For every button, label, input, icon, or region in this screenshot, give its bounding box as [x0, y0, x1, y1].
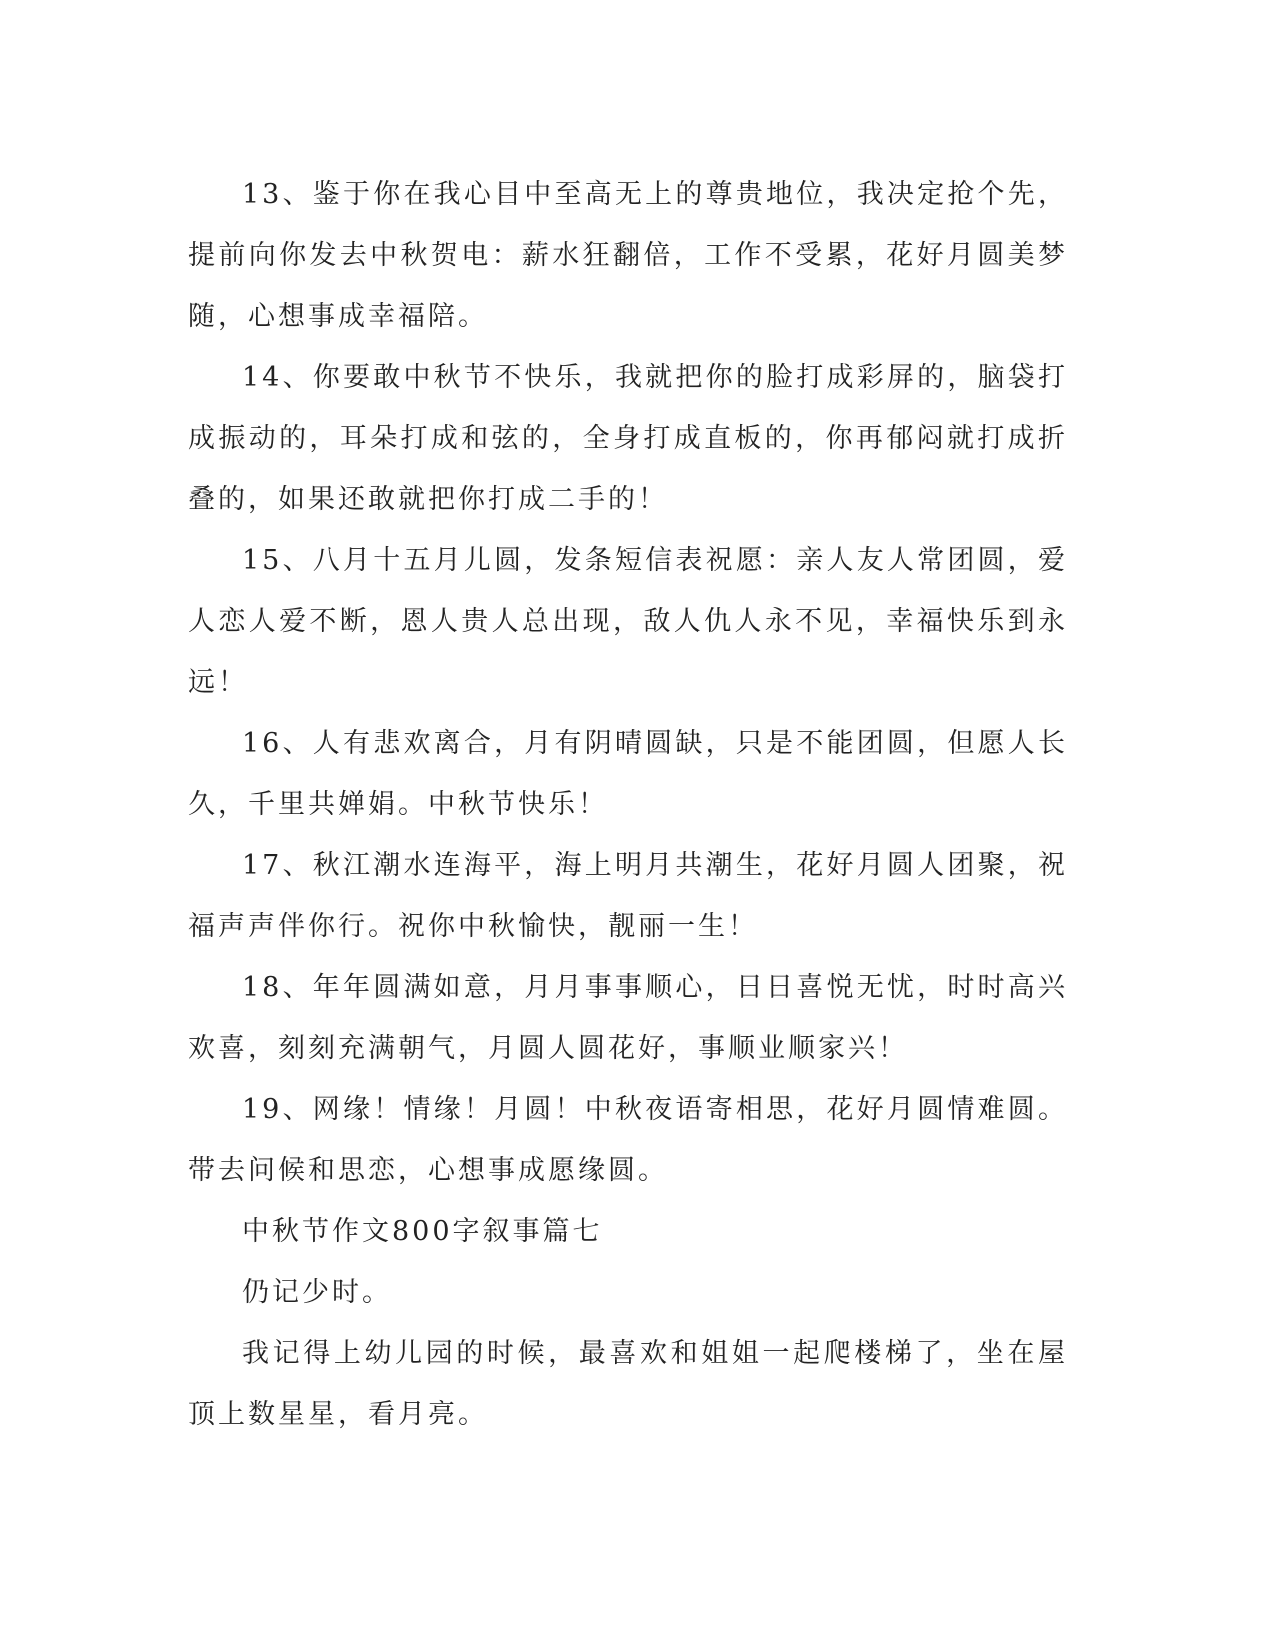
- paragraph-16: 16、人有悲欢离合，月有阴晴圆缺，只是不能团圆，但愿人长久，千里共婵娟。中秋节快乐！: [188, 728, 1068, 820]
- paragraph-13: 13、鉴于你在我心目中至高无上的尊贵地位，我决定抢个先，提前向你发去中秋贺电：薪水狂翻倍，工作不受累，花好月圆美梦随，心想事成幸福陪。: [188, 179, 1068, 332]
- paragraph-15: 15、八月十五月儿圆，发条短信表祝愿：亲人友人常团圆，爱人恋人爱不断，恩人贵人总出现，敌人仇人永不见，幸福快乐到永远！: [188, 545, 1068, 698]
- paragraph-14: 14、你要敢中秋节不快乐，我就把你的脸打成彩屏的，脑袋打成振动的，耳朵打成和弦的，全身打成直板的，你再郁闷就打成折叠的，如果还敢就把你打成二手的！: [188, 362, 1068, 515]
- paragraph-17: 17、秋江潮水连海平，海上明月共潮生，花好月圆人团聚，祝福声声伴你行。祝你中秋愉快，靓丽一生！: [188, 850, 1068, 942]
- paragraph-19: 19、网缘！情缘！月圆！中秋夜语寄相思，花好月圆情难圆。带去问候和思恋，心想事成愿缘圆。: [188, 1094, 1068, 1186]
- document-body: [188, 164, 1068, 1445]
- paragraph-memory: 我记得上幼儿园的时候，最喜欢和姐姐一起爬楼梯了，坐在屋顶上数星星，看月亮。: [188, 1338, 1068, 1430]
- paragraph-18: 18、年年圆满如意，月月事事顺心，日日喜悦无忧，时时高兴欢喜，刻刻充满朝气，月圆人圆花好，事顺业顺家兴！: [188, 972, 1068, 1064]
- paragraph-intro: 仍记少时。: [242, 1277, 392, 1308]
- section-heading: 中秋节作文800字叙事篇七: [242, 1216, 603, 1247]
